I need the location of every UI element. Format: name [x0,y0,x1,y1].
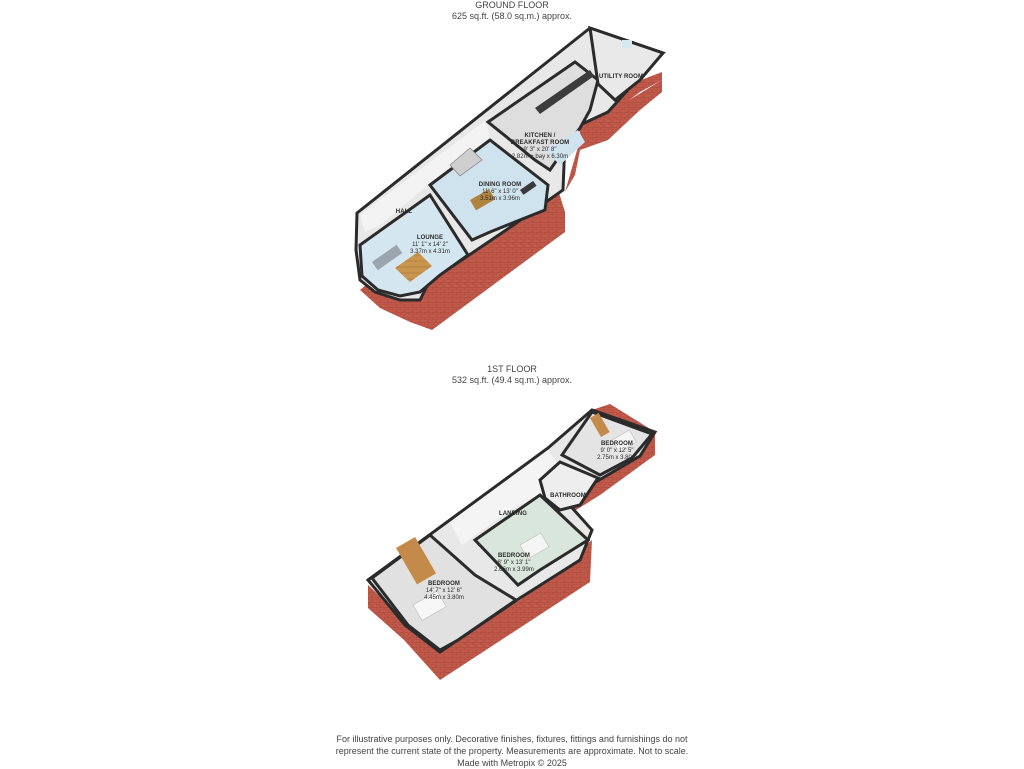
lounge-metric: 3.37m x 4.31m [410,249,450,255]
disclaimer [0,733,1024,769]
first-floor-title-text: 1ST FLOOR [487,364,537,374]
hall-label [396,209,412,216]
utility-wc [622,40,632,48]
back-bedroom-metric: 2.75m x 3.80m [597,455,637,461]
first-floor-area: 532 sq.ft. (49.4 sq.m.) approx. [451,375,573,385]
kitchen-name-2: BREAKFAST ROOM [510,140,570,146]
front-bedroom-metric: 4.45m x 3.80m [424,595,464,601]
middle-bedroom-imperial: 8' 9" x 13' 1" [497,560,531,566]
utility-room-name: UTILITY ROOM [598,74,644,80]
middle-bedroom-name: BEDROOM [497,553,531,559]
front-bedroom-name: BEDROOM [427,581,461,587]
dining-room-label [479,182,521,203]
back-bedroom-imperial: 9' 0" x 12' 5" [600,448,634,454]
hall-name: HALL [395,209,413,215]
dining-room-name: DINING ROOM [478,182,522,188]
disclaimer-line-2: represent the current state of the property. Measurements are approximate. Not to scale. [335,746,689,756]
made-with-credit: Made with Metropix © 2025 [457,758,567,768]
back-bedroom-name: BEDROOM [600,441,634,447]
kitchen-label [511,133,569,161]
kitchen-imperial: 9' 3" x 20' 8" [523,147,557,153]
landing-label [499,511,527,518]
back-bedroom-label [597,441,637,462]
dining-room-imperial: 11' 6" x 13' 0" [482,189,518,195]
middle-bedroom-label [494,553,534,574]
landing-name: LANDING [498,511,528,517]
middle-bedroom-metric: 2.66m x 3.99m [494,567,534,573]
front-bedroom-imperial: 14' 7" x 12' 6" [425,588,463,594]
ground-floor-title-text: GROUND FLOOR [475,0,549,10]
disclaimer-line-1: For illustrative purposes only. Decorative finishes, fixtures, fittings and furnishings do not [336,734,688,744]
utility-room-label [599,74,643,81]
front-bedroom-label [424,581,464,602]
ground-floor-area: 625 sq.ft. (58.0 sq.m.) approx. [451,11,573,21]
bathroom-name: BATHROOM [550,493,586,499]
lounge-label [410,235,450,256]
bathroom-label [550,493,586,500]
lounge-name: LOUNGE [416,235,444,241]
kitchen-metric: 2.82m + bay x 6.30m [511,154,569,160]
lounge-imperial: 11' 1" x 14' 2" [412,242,448,248]
kitchen-name: KITCHEN / [524,133,556,139]
dining-room-metric: 3.51m x 3.96m [480,196,520,202]
